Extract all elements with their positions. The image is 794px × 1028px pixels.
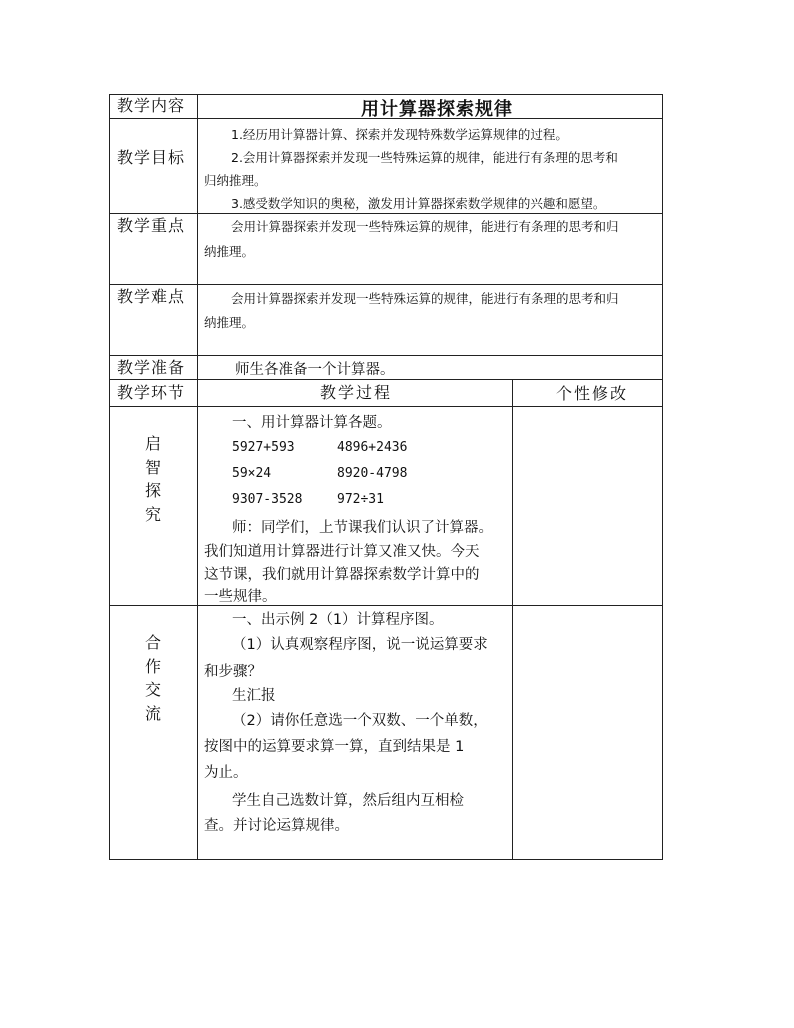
stage-2-label: 合 作 交 流 [144, 633, 161, 723]
difficulty-line-2: 纳推理。 [204, 315, 255, 330]
exercise: 4896+2436 [337, 440, 408, 455]
difficulty-line-1: 会用计算器探索并发现一些特殊运算的规律，能进行有条理的思考和归 [231, 291, 619, 306]
section2-line-4: 生汇报 [232, 688, 276, 704]
section1-para-line-3: 这节课，我们就用计算器探索数学计算中的 [204, 567, 480, 583]
section2-line-5: （2）请你任意选一个双数、一个单数， [232, 713, 488, 729]
key-points-line-1: 会用计算器探索并发现一些特殊运算的规律，能进行有条理的思考和归 [231, 219, 619, 234]
section1-para-line-1: 师：同学们，上节课我们认识了计算器。 [232, 520, 493, 536]
section2-line-8: 学生自己选数计算，然后组内互相检 [232, 793, 464, 809]
section2-line-3: 和步骤？ [204, 664, 262, 680]
difficulty-label: 教学难点 [117, 287, 186, 306]
section2-line-6: 按图中的运算要求算一算，直到结果是 1 [204, 739, 465, 755]
header-process: 教学过程 [320, 383, 393, 402]
exercise: 9307-3528 [232, 492, 303, 507]
header-revision: 个性修改 [556, 384, 629, 403]
section1-para-line-2: 我们知道用计算器进行计算又准又快。今天 [204, 544, 480, 560]
section2-line-7: 为止。 [204, 765, 248, 781]
exercise: 8920-4798 [337, 466, 408, 481]
header-stage: 教学环节 [117, 383, 186, 402]
exercise: 59×24 [232, 466, 272, 481]
exercise: 5927+593 [232, 440, 295, 455]
exercise: 972÷31 [337, 492, 384, 507]
section2-line-2: （1）认真观察程序图，说一说运算要求 [232, 637, 488, 653]
section2-line-1: 一、出示例 2（1）计算程序图。 [232, 612, 444, 628]
prep-text: 师生各准备一个计算器。 [235, 362, 395, 378]
goal-item-2: 2.会用计算器探索并发现一些特殊运算的规律，能进行有条理的思考和 [231, 150, 618, 165]
stage-1-label: 启 智 探 究 [144, 434, 161, 524]
goals-label: 教学目标 [117, 148, 186, 167]
section2-line-9: 查。并讨论运算规律。 [204, 818, 349, 834]
lesson-title: 用计算器探索规律 [361, 99, 513, 120]
goal-item-3: 3.感受数学知识的奥秘，激发用计算器探索数学规律的兴趣和愿望。 [231, 196, 606, 211]
prep-label: 教学准备 [117, 358, 186, 377]
section1-para-line-4: 一些规律。 [204, 589, 277, 605]
goal-item-1: 1.经历用计算器计算、探索并发现特殊数学运算规律的过程。 [231, 127, 568, 142]
content-label: 教学内容 [117, 96, 186, 115]
goal-item-2-cont: 归纳推理。 [204, 173, 267, 188]
key-points-line-2: 纳推理。 [204, 244, 255, 259]
key-points-label: 教学重点 [117, 216, 186, 235]
section1-heading: 一、用计算器计算各题。 [232, 415, 392, 431]
